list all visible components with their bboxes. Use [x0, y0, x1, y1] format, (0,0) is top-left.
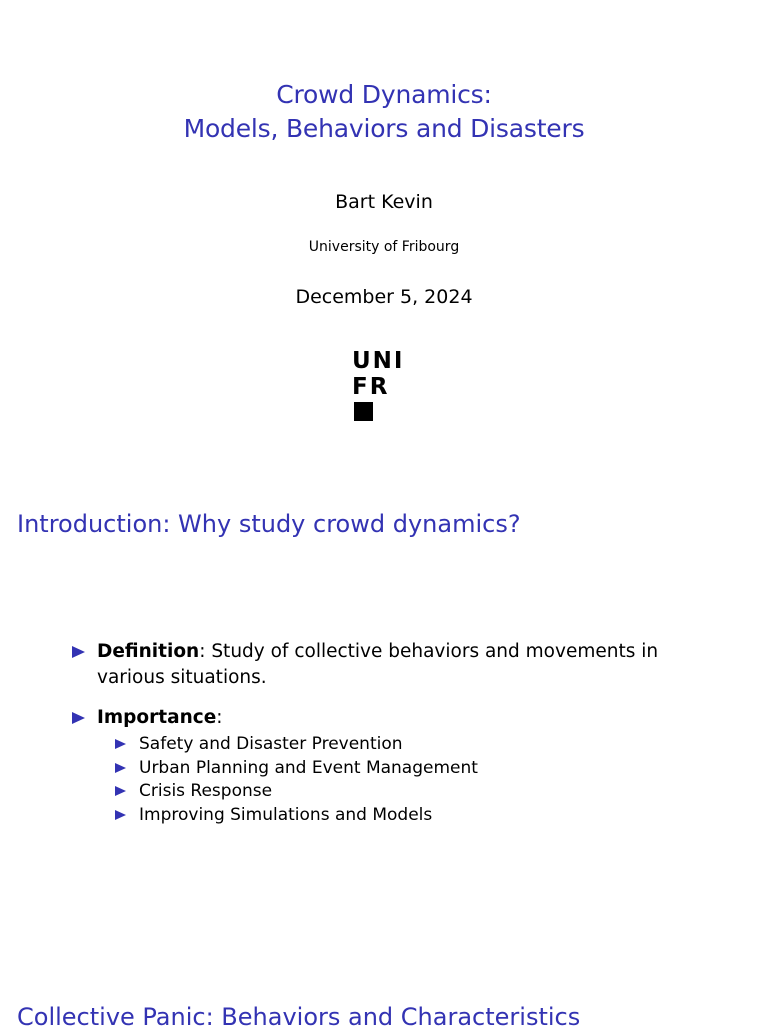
sub-item — [115, 804, 722, 828]
bullet-text: : Study of collective behaviors and movements in various situations. — [97, 641, 659, 688]
institute-name: University of Fribourg — [308, 239, 460, 255]
bullet-term: Importance — [97, 707, 217, 728]
logo-text-line-2: FR — [352, 374, 390, 400]
bullet-text: : — [216, 707, 223, 728]
bullet-definition — [72, 639, 722, 691]
sub-bullet-triangle-icon — [115, 786, 126, 796]
sub-bullet-triangle-icon — [115, 763, 126, 773]
sub-item-text: Safety and Disaster Prevention — [139, 734, 403, 754]
bullet-triangle-icon — [72, 712, 85, 724]
title-slide — [0, 0, 768, 480]
bullet-importance — [72, 705, 722, 827]
author-name: Bart Kevin — [335, 191, 433, 213]
importance-sub-list — [97, 733, 722, 827]
bullet-term: Definition — [97, 641, 200, 662]
sub-item-text: Improving Simulations and Models — [139, 804, 433, 825]
sub-bullet-triangle-icon — [115, 739, 126, 749]
sub-item — [115, 757, 722, 781]
logo-square — [354, 402, 373, 421]
intro-slide-title: Introduction: Why study crowd dynamics? — [17, 510, 521, 538]
presentation-date: December 5, 2024 — [295, 286, 473, 308]
sub-item-text: Crisis Response — [139, 781, 273, 801]
panic-slide-title: Collective Panic: Behaviors and Characteristics — [17, 1003, 581, 1031]
sub-item — [115, 780, 722, 804]
unifr-logo — [352, 348, 418, 422]
presentation-title-line-1: Crowd Dynamics: — [276, 80, 492, 109]
intro-bullet-list — [72, 639, 722, 827]
sub-item — [115, 733, 722, 757]
sub-bullet-triangle-icon — [115, 810, 126, 820]
presentation-title-line-2: Models, Behaviors and Disasters — [183, 114, 585, 143]
bullet-triangle-icon — [72, 646, 85, 658]
logo-text-line-1: UNI — [352, 348, 405, 374]
sub-item-text: Urban Planning and Event Management — [139, 757, 478, 778]
